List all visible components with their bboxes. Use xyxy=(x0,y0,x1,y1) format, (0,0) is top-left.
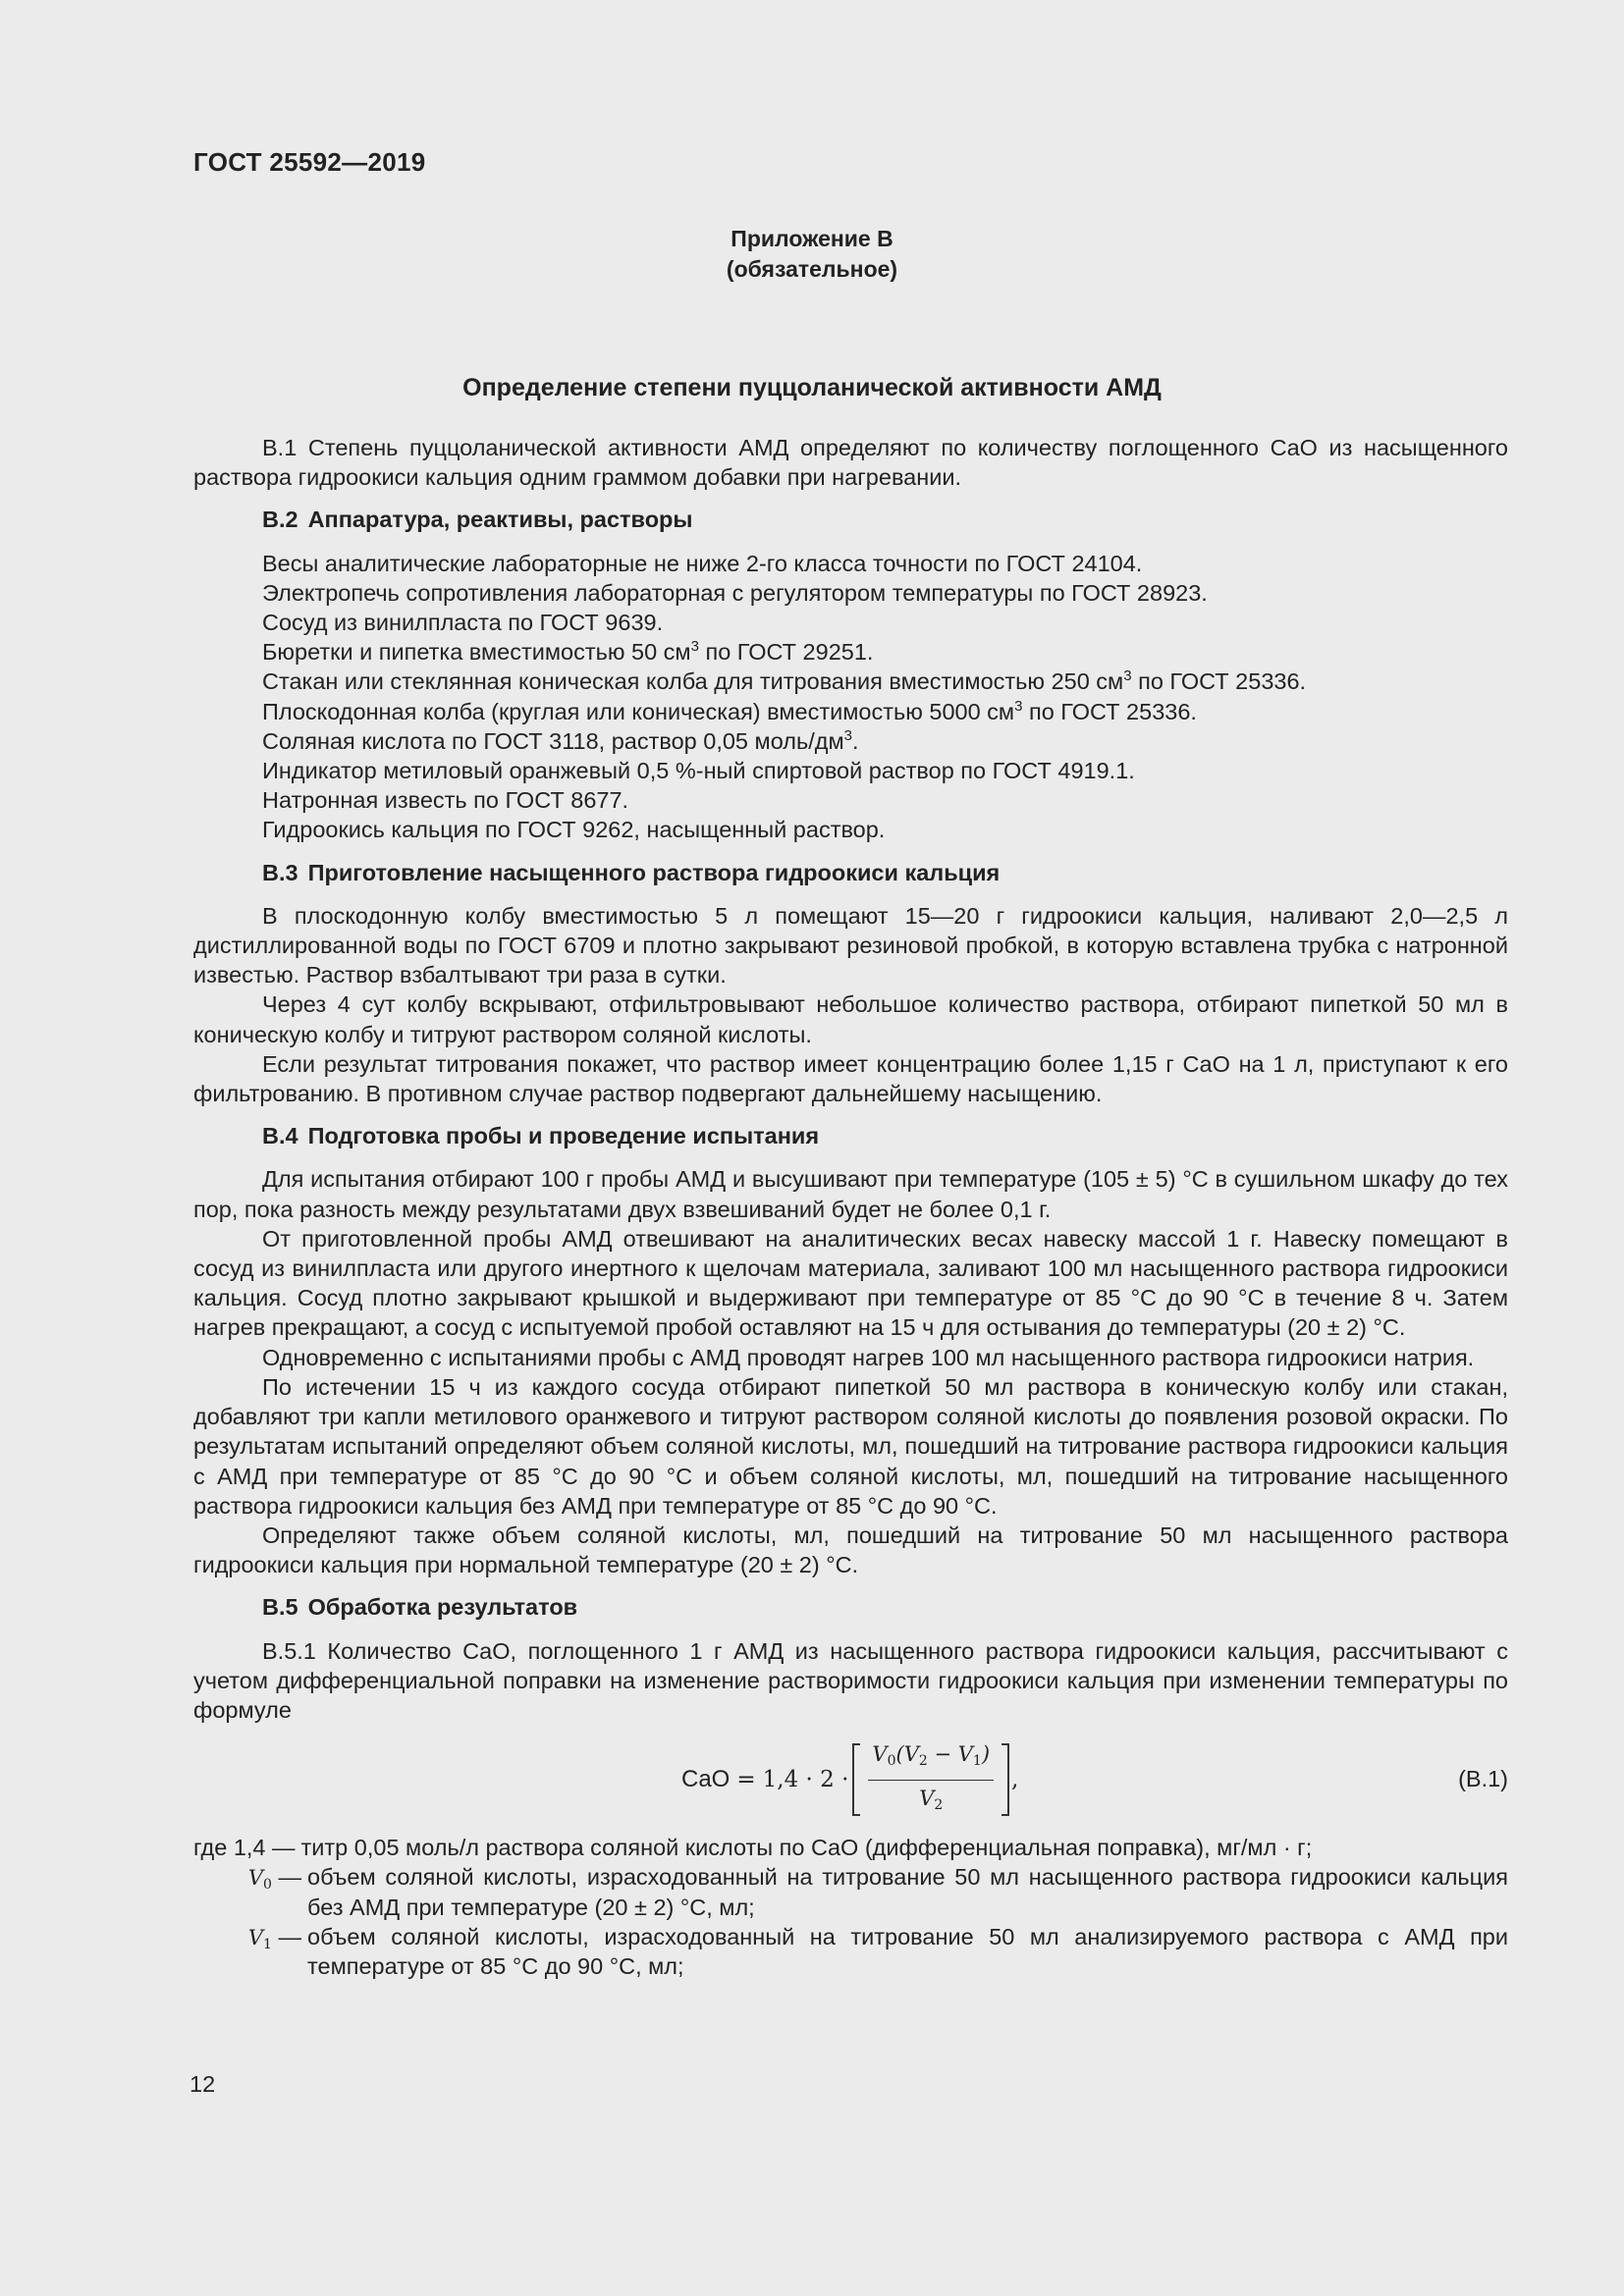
section-b4-paragraph: Для испытания отбирают 100 г пробы АМД и высушивают при температуре (105 ± 5) °С в сушильном шкафу до тех пор, пока разность между результатами двух взвешиваний будет не более 0,1 г. xyxy=(193,1166,1508,1222)
var-symbol xyxy=(247,1866,272,1894)
section-b3-paragraph: В плоскодонную колбу вместимостью 5 л помещают 15—20 г гидроокиси кальция, наливают 2,0—2,5 л дистиллированной воды по ГОСТ 6709 и плотно закрывают резиновой пробкой, в которую вставлена трубка с натронной известью. Раствор взбалтывают три раза в сутки. xyxy=(193,902,1508,988)
var-symbol xyxy=(247,1925,272,1952)
item-text: по ГОСТ 29251. xyxy=(698,639,874,666)
subscript: 2 xyxy=(918,1753,928,1770)
list-item xyxy=(193,667,1508,696)
legend-text: объем соляной кислоты, израсходованный на титрование 50 мл насыщенного раствора гидроокиси кальция без АМД при температуре (20 ± 2) °С, мл; xyxy=(307,1864,1508,1920)
annex-label: Приложение В xyxy=(731,226,893,251)
formula-trailing-comma: , xyxy=(1011,1767,1019,1793)
item-text: по ГОСТ 25336. xyxy=(1131,668,1307,695)
subscript: 0 xyxy=(263,1877,272,1894)
fraction-denominator xyxy=(919,1781,943,1820)
section-b1-paragraph: В.1 Степень пуццоланической активности АМД определяют по количеству поглощенного CaO из насыщенного раствора гидроокиси кальция одним граммом добавки при нагревании. xyxy=(193,435,1508,491)
legend-item xyxy=(193,1922,1508,1981)
list-item: Сосуд из винилпласта по ГОСТ 9639. xyxy=(262,610,664,636)
formula-lhs: CaO xyxy=(681,1766,731,1793)
section-title: Аппаратура, реактивы, растворы xyxy=(307,507,693,533)
list-item xyxy=(193,697,1508,726)
formula-fraction xyxy=(868,1739,994,1819)
section-title: Приготовление насыщенного раствора гидроокиси кальция xyxy=(307,859,1001,885)
var-symbol: V xyxy=(872,1742,888,1767)
annex-status: (обязательное) xyxy=(726,256,898,282)
var-symbol: (V xyxy=(895,1742,919,1767)
item-text: Бюретки и пипетка вместимостью 50 см xyxy=(262,639,691,666)
page-number: 12 xyxy=(189,2071,216,2097)
list-item: Гидроокись кальция по ГОСТ 9262, насыщенный раствор. xyxy=(262,817,886,843)
list-item: Индикатор метиловый оранжевый 0,5 %-ный спиртовой раствор по ГОСТ 4919.1. xyxy=(262,758,1135,784)
equation-number: (В.1) xyxy=(1458,1766,1508,1792)
subscript: 2 xyxy=(934,1796,944,1813)
item-text: Плоскодонная колба (круглая или коническая) вместимостью 5000 см xyxy=(262,698,1015,724)
section-b51-paragraph: В.5.1 Количество CaO, поглощенного 1 г АМД из насыщенного раствора гидроокиси кальция, рассчитывают с учетом дифференциальной поправки на изменение растворимости гидроокиси кальция при изменении температуры по формуле xyxy=(193,1637,1508,1723)
formula-equals: = xyxy=(736,1767,756,1793)
item-text: по ГОСТ 25336. xyxy=(1022,698,1197,724)
legend-symbol xyxy=(193,1922,301,1981)
subscript: 1 xyxy=(972,1753,982,1770)
section-title: Подготовка пробы и проведение испытания xyxy=(307,1123,820,1149)
list-item: Натронная известь по ГОСТ 8677. xyxy=(262,787,629,814)
formula-coefficient: 1,4 · 2 · xyxy=(762,1767,849,1793)
annex-heading xyxy=(0,224,1624,285)
left-bracket xyxy=(852,1743,860,1816)
section-b4-heading xyxy=(193,1121,1508,1150)
superscript: 3 xyxy=(690,638,699,656)
var-symbol: ) xyxy=(981,1742,991,1767)
section-b2-heading xyxy=(193,505,1508,534)
superscript: 3 xyxy=(1123,667,1132,685)
item-text: . xyxy=(851,727,859,754)
legend-text: титр 0,05 моль/л раствора соляной кислоты по CaO (дифференциальная поправка), мг/мл · г; xyxy=(300,1835,1313,1861)
var-symbol: − V xyxy=(927,1742,973,1767)
list-item xyxy=(193,726,1508,756)
section-number: В.4 xyxy=(262,1123,298,1149)
document-body xyxy=(193,433,1508,1981)
superscript: 3 xyxy=(843,726,852,744)
section-b4-paragraph: По истечении 15 ч из каждого сосуда отбирают пипеткой 50 мл раствора в коническую колбу или стакан, добавляют три капли метилового оранжевого и титруют раствором соляной кислоты до появления розовой окраски. По результатам испытаний определяют объем соляной кислоты, мл, пошедший на титрование раствора гидроокиси кальция с АМД при температуре от 85 °С до 90 °С и объем соляной кислоты, мл, пошедший на титрование насыщенного раствора гидроокиси кальция без АМД при температуре от 85 °С до 90 °С. xyxy=(193,1373,1508,1519)
section-b3-paragraph: Через 4 сут колбу вскрывают, отфильтровывают небольшое количество раствора, отбирают пипеткой 50 мл в коническую колбу и титруют раствором соляной кислоты. xyxy=(193,991,1508,1047)
fraction-numerator xyxy=(868,1739,994,1780)
superscript: 3 xyxy=(1014,697,1023,715)
list-item xyxy=(193,637,1508,667)
annex-title: Определение степени пуццоланической активности АМД xyxy=(462,374,1162,401)
section-title: Обработка результатов xyxy=(307,1594,578,1621)
section-number: В.3 xyxy=(262,859,298,885)
section-b4-paragraph: Определяют также объем соляной кислоты, мл, пошедший на титрование 50 мл насыщенного раствора гидроокиси кальция при нормальной температуре (20 ± 2) °С. xyxy=(193,1522,1508,1578)
formula-expression xyxy=(681,1738,1018,1821)
var-symbol: V xyxy=(919,1786,935,1810)
document-code: ГОСТ 25592—2019 xyxy=(193,147,426,177)
subscript: 0 xyxy=(887,1753,896,1770)
legend-item xyxy=(193,1833,1508,1862)
legend-lead: где xyxy=(193,1835,234,1861)
list-item: Электропечь сопротивления лабораторная с регулятором температуры по ГОСТ 28923. xyxy=(262,579,1208,606)
section-number: В.2 xyxy=(262,507,298,533)
legend-dash: — xyxy=(271,1923,301,1949)
legend-symbol-text: V xyxy=(247,1866,264,1891)
section-b4-paragraph: От приготовленной пробы АМД отвешивают на аналитических весах навеску массой 1 г. Навеску помещают в сосуд из винилпласта или другого инертного к щелочам материала, заливают 100 мл насыщенного раствора гидроокиси кальция. Сосуд плотно закрывают крышкой и выдерживают при температуре от 85 °С до 90 °С в течение 8 ч. Затем нагрев прекращают, а сосуд с испытуемой пробой оставляют на 15 ч для остывания до температуры (20 ± 2) °С. xyxy=(193,1225,1508,1341)
section-b3-heading xyxy=(193,858,1508,887)
section-b5-heading xyxy=(193,1592,1508,1622)
formula-legend xyxy=(193,1833,1508,1981)
section-b3-paragraph: Если результат титрования покажет, что раствор имеет концентрацию более 1,15 г CaO на 1 л, приступают к его фильтрованию. В противном случае раствор подвергают дальнейшему насыщению. xyxy=(193,1050,1508,1107)
apparatus-list xyxy=(193,549,1508,845)
legend-symbol xyxy=(193,1833,296,1862)
legend-text: объем соляной кислоты, израсходованный на титрование 50 мл анализируемого раствора с АМД при температуре от 85 °С до 90 °С, мл; xyxy=(307,1923,1508,1979)
subscript: 1 xyxy=(263,1936,272,1952)
legend-dash: — xyxy=(265,1835,296,1861)
legend-symbol-text: V xyxy=(247,1925,264,1949)
section-number: В.5 xyxy=(262,1594,298,1621)
legend-dash: — xyxy=(271,1864,301,1891)
right-bracket xyxy=(1001,1743,1009,1816)
legend-symbol xyxy=(193,1862,301,1921)
list-item: Весы аналитические лабораторные не ниже 2-го класса точности по ГОСТ 24104. xyxy=(262,550,1143,576)
legend-symbol-text: 1,4 xyxy=(233,1835,266,1861)
section-b4-paragraph: Одновременно с испытаниями пробы с АМД проводят нагрев 100 мл насыщенного раствора гидроокиси натрия. xyxy=(262,1344,1475,1370)
legend-item xyxy=(193,1862,1508,1921)
item-text: Соляная кислота по ГОСТ 3118, раствор 0,05 моль/дм xyxy=(262,727,844,754)
formula-b1 xyxy=(193,1738,1508,1821)
item-text: Стакан или стеклянная коническая колба для титрования вместимостью 250 см xyxy=(262,668,1124,695)
